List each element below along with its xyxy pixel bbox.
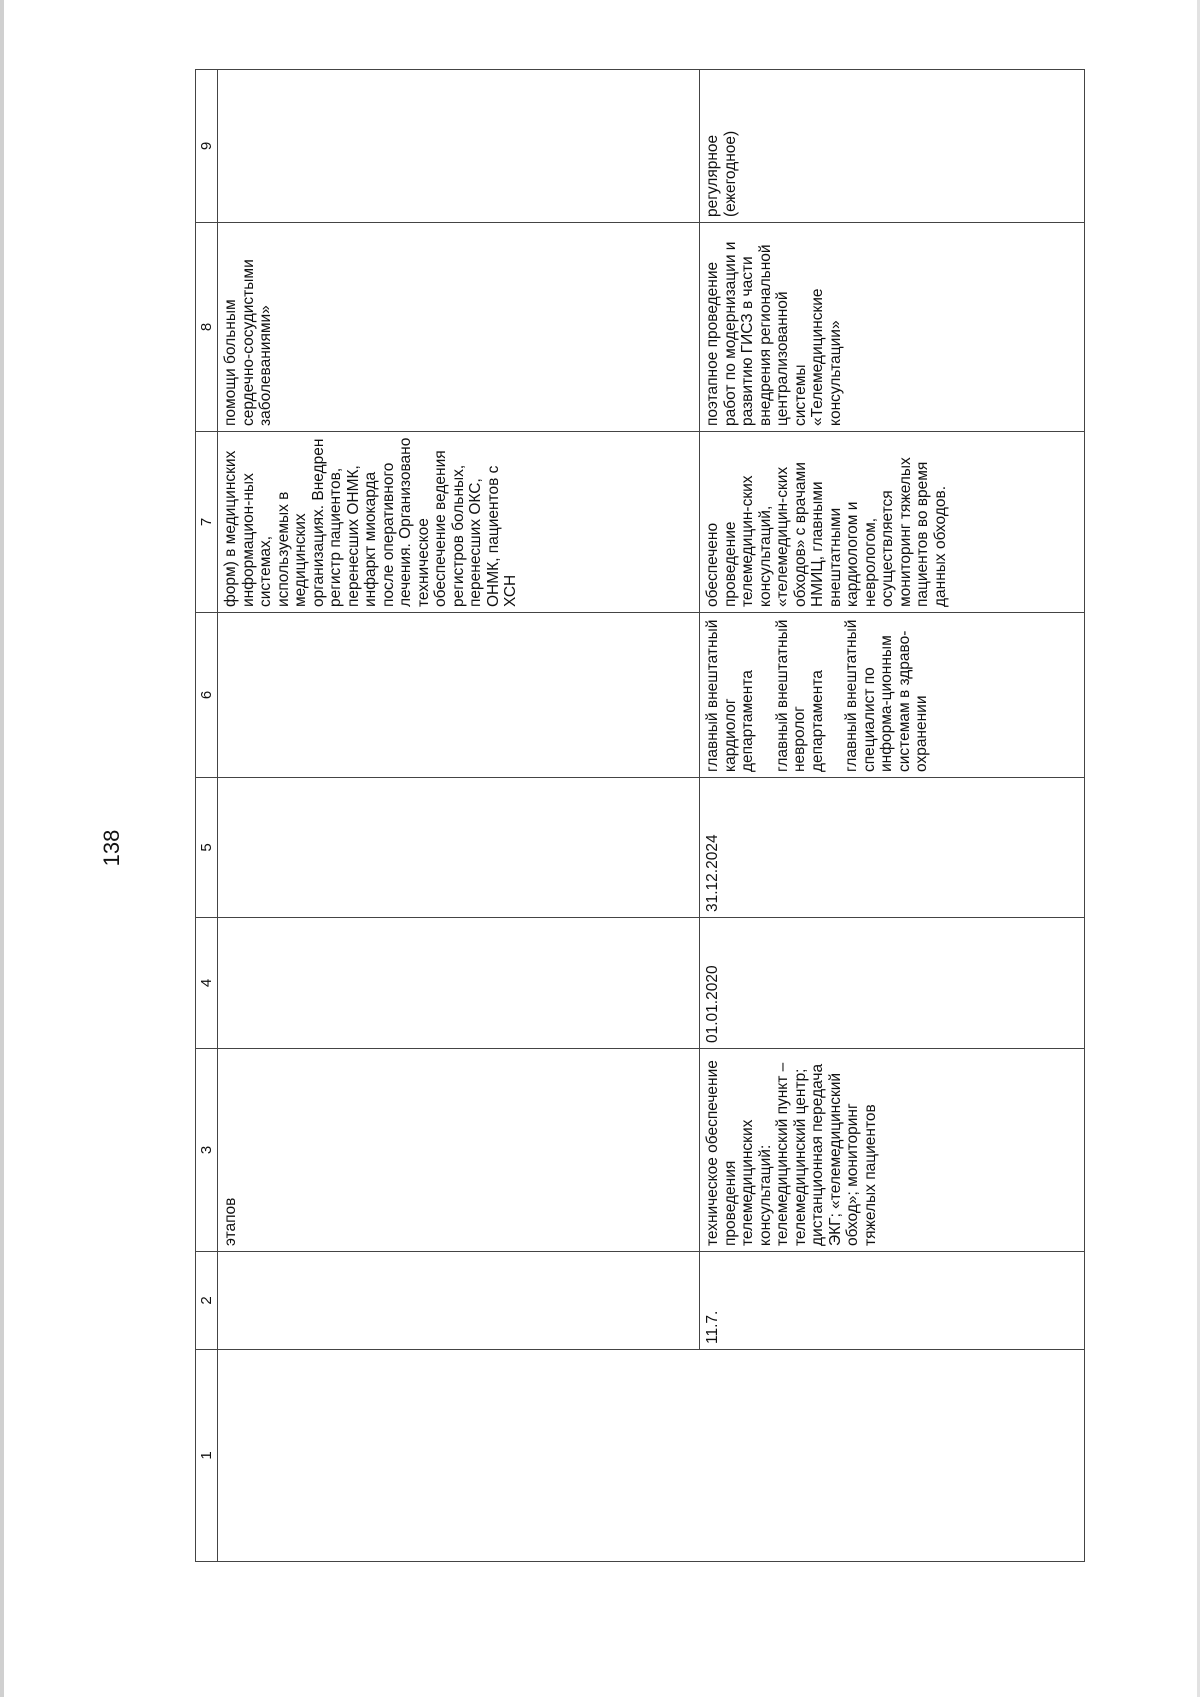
- header-cell-4: 4: [196, 918, 218, 1049]
- cell-row2-col3: техническое обеспечение проведения телемедицинских консультаций: телемедицинский пункт – телемедицинский центр; дистанционная передача ЭКГ; «телемедицинский обход»; мониторинг тяжелых пациентов: [700, 1049, 1085, 1252]
- page-edge-left: [0, 0, 4, 1697]
- cell-row1-col2: [218, 1252, 700, 1350]
- header-cell-9: 9: [196, 70, 218, 223]
- responsible-it-specialist: главный внештатный специалист по информа-ционным системам в здраво-охранении: [843, 619, 930, 772]
- cell-row2-col6: [700, 613, 1085, 778]
- header-cell-1: 1: [196, 1350, 218, 1562]
- cell-row1-col8: помощи больным сердечно-сосудистыми заболеваниями»: [218, 223, 700, 432]
- responsible-neurologist: главный внештатный невролог департамента: [773, 619, 826, 772]
- table-row: [700, 70, 1085, 1562]
- cell-row2-col5: 31.12.2024: [700, 778, 1085, 918]
- cell-row1-col4: [218, 918, 700, 1049]
- cell-row1-col5: [218, 778, 700, 918]
- header-cell-7: 7: [196, 432, 218, 613]
- header-cell-8: 8: [196, 223, 218, 432]
- header-cell-6: 6: [196, 613, 218, 778]
- cell-row2-col7: обеспечено проведение телемедицин-ских консультаций, «телемедицин-ских обходов» с врачами НМИЦ, главными внештатными кардиологом и неврологом, осуществляется мониторинг тяжелых пациентов во время данных обходов.: [700, 432, 1085, 613]
- cell-row1-col6: [218, 613, 700, 778]
- cell-row2-col9: регулярное (ежегодное): [700, 70, 1085, 223]
- table-row: [218, 70, 700, 1562]
- cell-row1-col1: [218, 1350, 1085, 1562]
- data-table: [195, 69, 1085, 1562]
- header-cell-3: 3: [196, 1049, 218, 1252]
- header-cell-5: 5: [196, 778, 218, 918]
- cell-row1-col3: этапов: [218, 1049, 700, 1252]
- cell-row2-col4: 01.01.2020: [700, 918, 1085, 1049]
- cell-row1-col9: [218, 70, 700, 223]
- header-cell-2: 2: [196, 1252, 218, 1350]
- responsible-cardiologist: главный внештатный кардиолог департамента: [704, 619, 756, 772]
- table-container: [195, 70, 1085, 1562]
- page-number: 138: [99, 829, 124, 867]
- cell-row2-col2: 11.7.: [700, 1252, 1085, 1350]
- header-row: [196, 70, 218, 1562]
- cell-row2-col8: поэтапное проведение работ по модернизации и развитию ГИСЗ в части внедрения региональной централизованной системы «Телемедицинские консультации»: [700, 223, 1085, 432]
- cell-row1-col7: форм) в медицинских информацион-ных системах, используемых в медицинских организациях. Внедрен регистр пациентов, перенесших ОНМК, инфаркт миокарда после оперативного лечения. Организовано техническое обеспечение ведения регистров больных, перенесших ОКС, ОНМК, пациентов с ХСН: [218, 432, 700, 613]
